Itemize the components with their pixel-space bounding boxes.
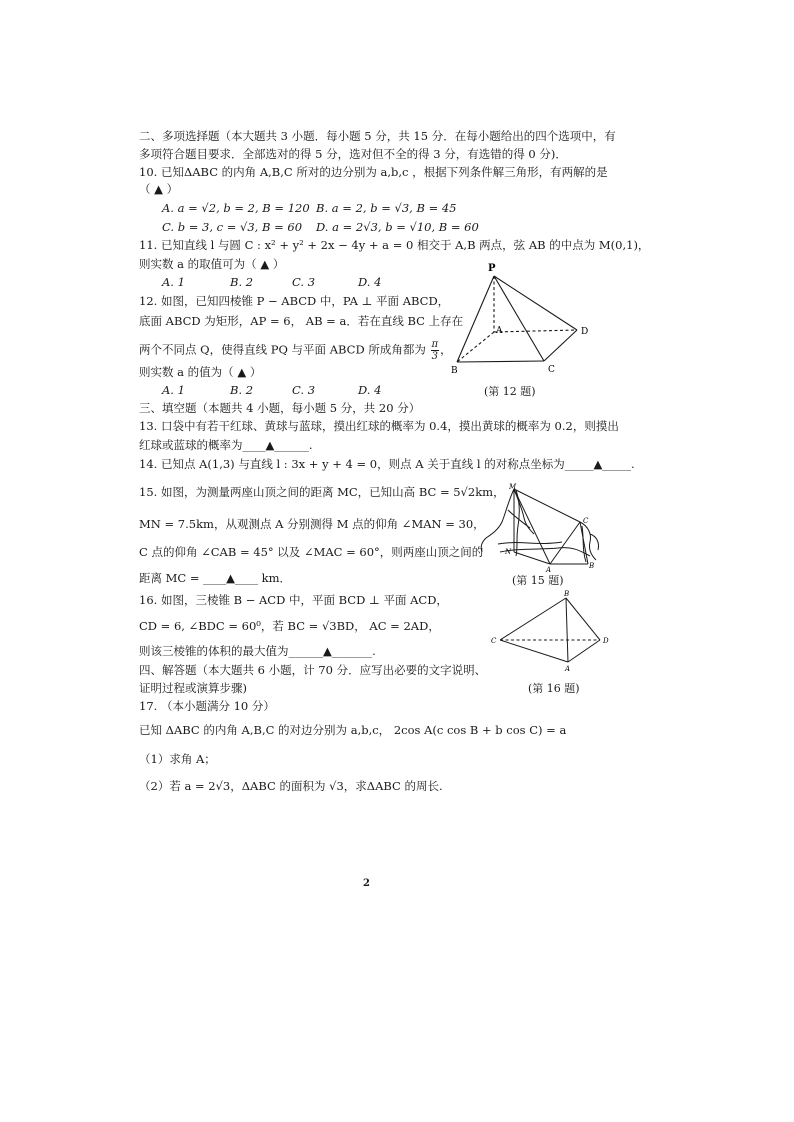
q11-option-c: C. 3 bbox=[292, 275, 316, 289]
q11-stem-2: 则实数 a 的取值可为（ ▲ ） bbox=[139, 257, 285, 271]
q12-option-c: C. 3 bbox=[292, 383, 316, 397]
q11-option-b: B. 2 bbox=[230, 275, 254, 289]
q12-fraction bbox=[431, 339, 440, 362]
q15-label-n: N bbox=[505, 548, 512, 556]
section-4-heading-line-1: 四、解答题（本大题共 6 小题，计 70 分．应写出必要的文字说明、 bbox=[139, 663, 487, 677]
q16-label-c: C bbox=[491, 637, 497, 645]
q12-line-2: 底面 ABCD 为矩形，AP = 6， AB = a．若在直线 BC 上存在 bbox=[139, 314, 464, 328]
q13-line-1: 13. 口袋中有若干红球、黄球与蓝球，摸出红球的概率为 0.4，摸出黄球的概率为 0.2，则摸出 bbox=[139, 419, 619, 433]
q12-label-c: C bbox=[548, 365, 555, 375]
q12-line-3-end: ， bbox=[440, 342, 452, 357]
q10-option-a: A. a = √2, b = 2, B = 120 bbox=[162, 201, 310, 215]
q10-option-c: C. b = 3, c = √3, B = 60 bbox=[162, 220, 303, 234]
q15-label-m: M bbox=[509, 483, 517, 491]
q16-line-1: 16. 如图，三棱锥 B − ACD 中，平面 BCD ⊥ 平面 ACD， bbox=[139, 593, 448, 607]
q12-line-1: 12. 如图，已知四棱锥 P − ABCD 中，PA ⊥ 平面 ABCD， bbox=[139, 294, 450, 308]
q16-line-2: CD = 6, ∠BDC = 60⁰，若 BC = √3BD， AC = 2AD， bbox=[139, 619, 440, 633]
q11-stem: 11. 已知直线 l 与圆 C : x² + y² + 2x − 4y + a = 0 相交于 A,B 两点，弦 AB 的中点为 M(0,1)， bbox=[139, 238, 650, 252]
q10-option-d: D. a = 2√3, b = √10, B = 60 bbox=[316, 220, 479, 234]
q13-line-2: 红球或蓝球的概率为____▲______. bbox=[139, 438, 313, 452]
section-2-heading-line-1: 二、多项选择题（本大题共 3 小题．每小题 5 分，共 15 分．在每小题给出的四个选项中，有 bbox=[139, 129, 616, 143]
q10-option-b: B. a = 2, b = √3, B = 45 bbox=[316, 201, 457, 215]
q12-label-b: B bbox=[451, 366, 458, 376]
q15-label-a: A bbox=[546, 566, 552, 574]
q12-label-p: P bbox=[488, 263, 496, 274]
q11-option-a: A. 1 bbox=[162, 275, 185, 289]
q17-heading: 17. （本小题满分 10 分） bbox=[139, 699, 275, 713]
section-4-heading-line-2: 证明过程或演算步骤) bbox=[139, 681, 247, 695]
q12-line-4: 则实数 a 的值为（ ▲ ） bbox=[139, 365, 262, 379]
page-number: 2 bbox=[363, 878, 370, 889]
section-3-heading: 三、填空题（本题共 4 小题，每小题 5 分，共 20 分） bbox=[139, 401, 421, 415]
q12-label-a: A bbox=[496, 326, 503, 336]
q16-tetrahedron-figure bbox=[488, 588, 612, 674]
q15-caption: (第 15 题) bbox=[512, 574, 564, 587]
q16-label-b: B bbox=[564, 590, 570, 598]
q15-line-4: 距离 MC = ____▲____ km． bbox=[139, 571, 292, 585]
q12-line-3 bbox=[139, 339, 452, 362]
q15-label-c: C bbox=[583, 517, 589, 525]
q12-line-3-text: 两个不同点 Q，使得直线 PQ 与平面 ABCD 所成角都为 bbox=[139, 342, 426, 357]
q15-mountain-figure bbox=[478, 482, 606, 574]
q14-line-1: 14. 已知点 A(1,3) 与直线 l : 3x + y + 4 = 0，则点 A 关于直线 l 的对称点坐标为_____▲_____. bbox=[139, 457, 635, 471]
q16-label-a: A bbox=[565, 665, 571, 673]
section-2-heading-line-2: 多项符合题目要求．全部选对的得 5 分，选对但不全的得 3 分，有选错的得 0 分)． bbox=[139, 147, 567, 161]
q17-stem: 已知 ΔABC 的内角 A,B,C 的对边分别为 a,b,c， 2cos A(c cos B + b cos C) = a bbox=[139, 723, 567, 737]
q12-fraction-denominator: 3 bbox=[431, 351, 438, 362]
q15-line-2: MN = 7.5km，从观测点 A 分别测得 M 点的仰角 ∠MAN = 30， bbox=[139, 517, 485, 531]
q12-option-b: B. 2 bbox=[230, 383, 254, 397]
q15-label-b: B bbox=[589, 562, 595, 570]
q12-pyramid-figure bbox=[448, 260, 598, 380]
q10-answer-mark: （ ▲ ） bbox=[139, 182, 179, 196]
q12-label-d: D bbox=[581, 327, 589, 337]
q12-option-d: D. 4 bbox=[358, 383, 382, 397]
q15-line-1: 15. 如图，为测量两座山顶之间的距离 MC，已知山高 BC = 5√2km， bbox=[139, 485, 505, 499]
q16-caption: (第 16 题) bbox=[528, 682, 580, 695]
q12-caption: (第 12 题) bbox=[484, 385, 536, 398]
q10-stem: 10. 已知ΔABC 的内角 A,B,C 所对的边分别为 a,b,c ，根据下列条件解三角形，有两解的是 bbox=[139, 165, 608, 179]
q12-fraction-numerator: π bbox=[431, 339, 439, 350]
q11-option-d: D. 4 bbox=[358, 275, 382, 289]
q17-part-2: （2）若 a = 2√3，ΔABC 的面积为 √3，求ΔABC 的周长. bbox=[139, 779, 443, 793]
q17-part-1: （1）求角 A； bbox=[139, 752, 216, 766]
q15-line-3: C 点的仰角 ∠CAB = 45° 以及 ∠MAC = 60°，则两座山顶之间的 bbox=[139, 545, 484, 559]
q12-option-a: A. 1 bbox=[162, 383, 185, 397]
q16-label-d: D bbox=[603, 637, 609, 645]
q16-line-3: 则该三棱锥的体积的最大值为______▲_______. bbox=[139, 644, 376, 658]
